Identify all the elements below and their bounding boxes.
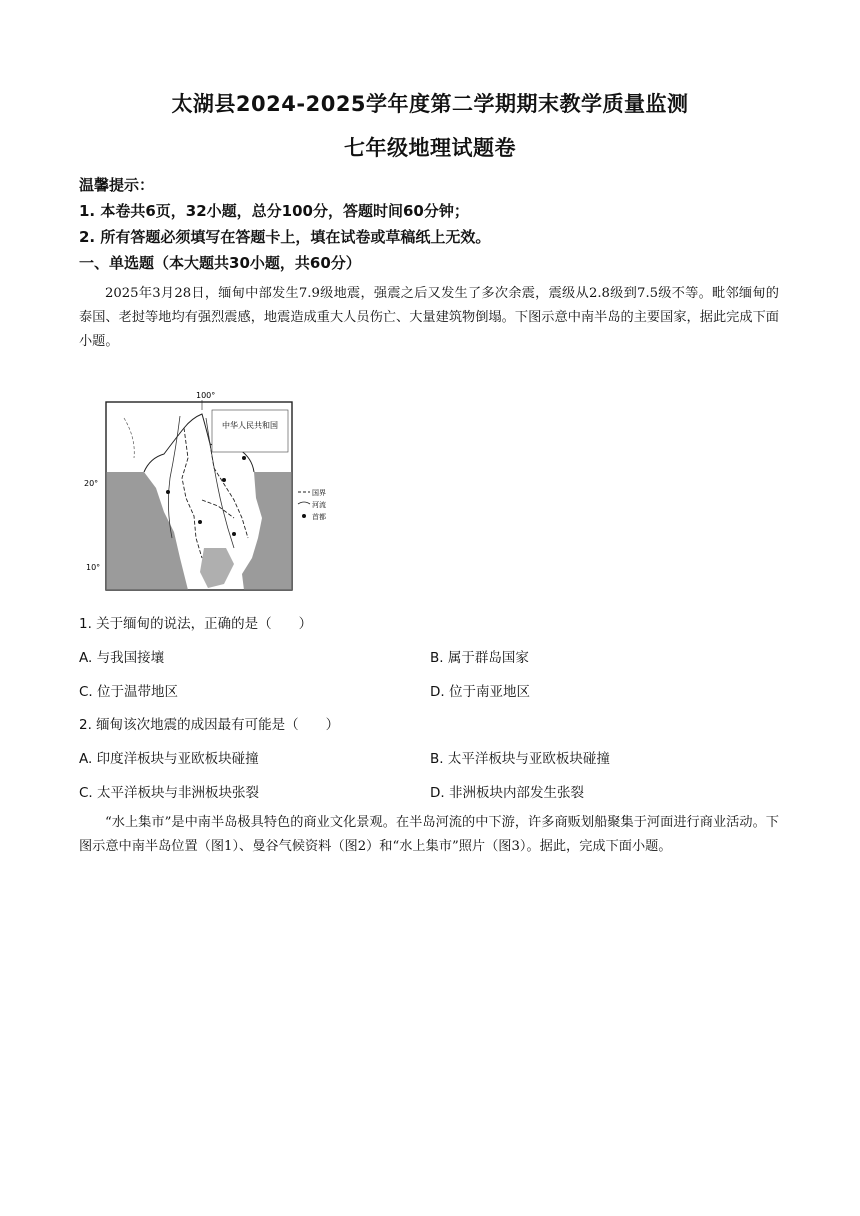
latitude-label-10: 10° [86,563,101,572]
legend-capital: 首都 [312,513,326,521]
question-1-stem: 1. 关于缅甸的说法，正确的是（ ） [79,616,313,632]
china-label-box [212,410,288,452]
passage-2: “水上集市”是中南半岛极具特色的商业文化景观。在半岛河流的中下游，许多商贩划船聚集于河面进行商业活动。下图示意中南半岛位置（图1）、曼谷气候资料（图2）和“水上集市”照片（图3）。据此，完成下面小题。 [79,815,779,854]
q2-option-a: A. 印度洋板块与亚欧板块碰撞 [79,751,259,767]
q1-option-b: B. 属于群岛国家 [430,650,529,666]
latitude-label-20: 20° [84,479,99,488]
exam-subtitle: 七年级地理试题卷 [344,136,516,160]
capital-dot [222,478,226,482]
capital-dot [166,490,170,494]
indochina-map-figure [84,388,324,596]
q2-option-d: D. 非洲板块内部发生张裂 [430,785,584,801]
section-heading: 一、单选题（本大题共30小题，共60分） [79,254,361,272]
q2-option-b: B. 太平洋板块与亚欧板块碰撞 [430,751,610,767]
capital-dot [232,532,236,536]
china-label: 中华人民共和国 [222,421,278,430]
legend-border: 国界 [312,489,326,497]
q2-option-c: C. 太平洋板块与非洲板块张裂 [79,785,260,801]
capital-dot [242,456,246,460]
q1-option-a: A. 与我国接壤 [79,650,165,666]
q1-option-d: D. 位于南亚地区 [430,684,530,700]
longitude-label: 100° [196,391,216,400]
passage-1: 2025年3月28日，缅甸中部发生7.9级地震，强震之后又发生了多次余震，震级从2.8级到7.5级不等。毗邻缅甸的泰国、老挝等地均有强烈震感，地震造成重大人员伤亡、大量建筑物倒塌。下图示意中南半岛的主要国家，据此完成下面小题。 [79,286,779,349]
legend-river: 河流 [312,501,326,509]
q1-option-c: C. 位于温带地区 [79,684,179,700]
tip-item-2: 2. 所有答题必须填写在答题卡上，填在试卷或草稿纸上无效。 [79,228,491,246]
question-2-stem: 2. 缅甸该次地震的成因最有可能是（ ） [79,717,340,733]
capital-dot [198,520,202,524]
tips-heading: 温馨提示： [79,176,155,194]
tip-item-1: 1. 本卷共6页，32小题，总分100分，答题时间60分钟； [79,202,469,220]
exam-title: 太湖县2024-2025学年度第二学期期末教学质量监测 [171,92,689,116]
